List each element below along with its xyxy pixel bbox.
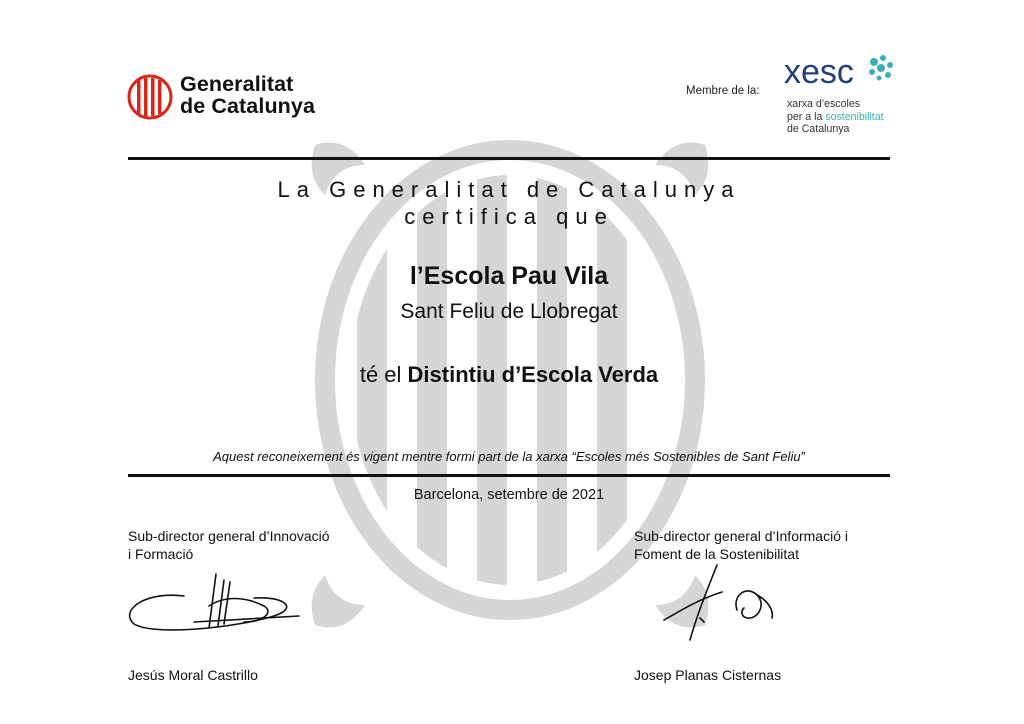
signatory-1-title — [128, 527, 408, 563]
signatory-2-title-line2: Foment de la Sostenibilitat — [634, 546, 799, 562]
award-name: Distintiu d’Escola Verda — [407, 362, 659, 387]
org-name — [180, 73, 315, 117]
certificate-heading-line2: certifica que — [404, 204, 614, 229]
xesc-network-icon — [784, 52, 894, 86]
network-caption-prefix: per a la — [787, 110, 826, 123]
network-caption-line1: xarxa d’escoles — [787, 98, 861, 110]
signatory-2-name: Josep Planas Cisternas — [634, 667, 782, 683]
school-name: l’Escola Pau Vila — [409, 262, 609, 290]
generalitat-senyera-icon — [127, 74, 173, 120]
network-caption-highlight: sostenibilitat — [825, 110, 884, 123]
member-label: Membre de la: — [686, 85, 760, 97]
org-name-line2: de Catalunya — [180, 94, 316, 118]
school-town: Sant Feliu de Llobregat — [400, 300, 618, 323]
award-prefix: té el — [359, 362, 408, 387]
signatory-2-title — [634, 527, 914, 563]
network-caption-line3: de Catalunya — [787, 123, 850, 135]
signature-1 — [124, 566, 304, 646]
award-line — [128, 362, 890, 388]
middle-divider — [128, 474, 890, 477]
signature-2 — [662, 560, 782, 650]
place-date: Barcelona, setembre de 2021 — [413, 487, 605, 503]
org-name-line1: Generalitat — [180, 72, 294, 96]
network-caption-line2 — [787, 111, 884, 124]
signatory-1-title-line1: Sub-director general d’Innovació — [128, 528, 330, 544]
network-logo-text: xesc — [784, 53, 854, 86]
validity-note: Aquest reconeixement és vigent mentre formi part de la xarxa “Escoles més Sostenibles de Sant Feliu” — [213, 449, 805, 464]
signatory-1-title-line2: i Formació — [128, 546, 194, 562]
signatory-1-name: Jesús Moral Castrillo — [128, 667, 258, 683]
network-caption — [787, 98, 884, 136]
top-divider — [128, 157, 890, 160]
signatory-2-title-line1: Sub-director general d’Informació i — [634, 528, 848, 544]
certificate-heading-line1: La Generalitat de Catalunya — [277, 177, 741, 202]
